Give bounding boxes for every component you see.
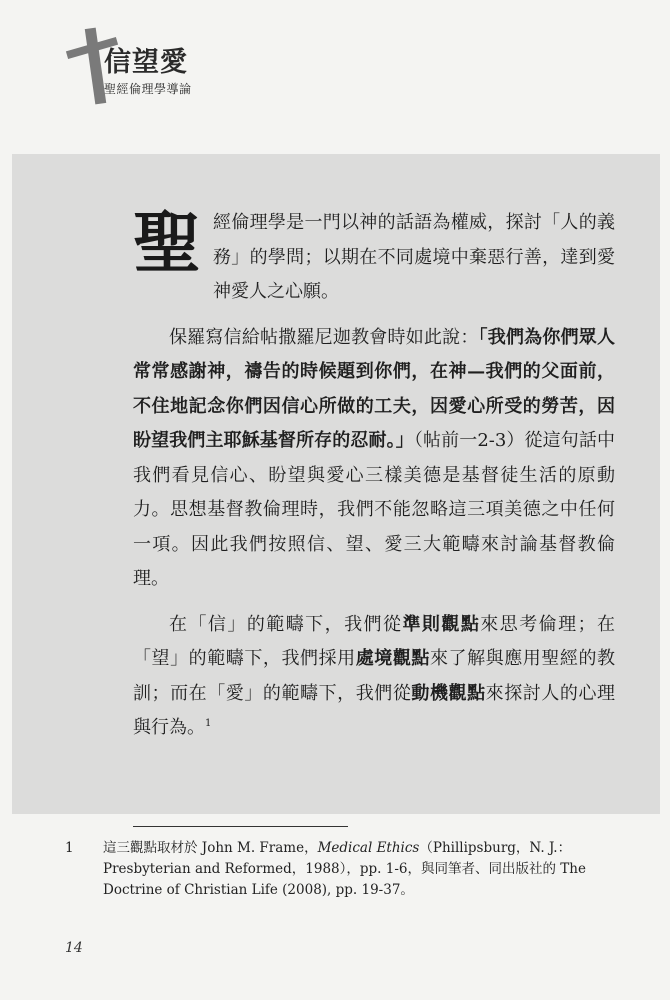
footnote-book-title: Medical Ethics	[317, 840, 420, 856]
cross-icon	[85, 28, 106, 105]
scripture-quote: 「我們為你們眾人常常感謝神，禱告的時候題到你們，在神—我們的父面前，不住地記念你們因信心所做的工夫，因愛心所受的勞苦，因盼望我們主耶穌基督所存的忍耐。」	[133, 326, 616, 451]
paragraph-1	[133, 206, 615, 310]
book-subtitle: 聖經倫理學導論	[104, 82, 192, 96]
paragraph-2	[133, 321, 615, 597]
book-title: 信望愛	[104, 47, 188, 78]
paragraph-2-intro: 保羅寫信給帖撒羅尼迦教會時如此說：	[169, 326, 479, 348]
footnote-number: 1	[65, 840, 74, 856]
footnote-text	[103, 838, 625, 901]
footnote-text-1: 這三觀點取材於 John M. Frame，	[103, 840, 318, 856]
paragraph-1-text: 經倫理學是一門以神的話語為權威，探討「人的義務」的學問；以期在不同處境中棄惡行善，達到愛神愛人之心願。	[213, 212, 615, 302]
footnote-text-2: （Phillipsburg，N. J.：Presbyterian and Reformed，1988），pp. 1-6，與同筆者、同出版社的 The Doctrine of Christian Life (2008), pp. 19-37。	[103, 840, 586, 898]
footnote	[65, 838, 625, 901]
paragraph-3-text-2: 來思考倫理；在「望」的範疇下，我們採用	[133, 613, 616, 669]
paragraph-3-text-4: 來探討人的心理與行為。	[133, 682, 616, 738]
paragraph-3	[133, 608, 615, 746]
page-number: 14	[65, 940, 83, 956]
main-text	[133, 206, 615, 757]
term-existential: 動機觀點	[411, 682, 486, 704]
book-header	[60, 28, 200, 108]
paragraph-3-text-3: 來了解與應用聖經的教訓；而在「愛」的範疇下，我們從	[133, 648, 616, 704]
paragraph-3-text-1: 在「信」的範疇下，我們從	[169, 613, 403, 635]
footnote-reference[interactable]: 1	[205, 718, 212, 729]
drop-cap: 聖	[133, 204, 202, 284]
paragraph-2-rest: （帖前一2-3）從這句話中我們看見信心、盼望與愛心三樣美德是基督徒生活的原動力。思想基督教倫理時，我們不能忽略這三項美德之中任何一項。因此我們按照信、望、愛三大範疇來討論基督教倫理。	[133, 430, 615, 589]
footnote-divider	[133, 826, 348, 827]
term-normative: 準則觀點	[402, 613, 481, 635]
term-situational: 處境觀點	[355, 648, 430, 669]
